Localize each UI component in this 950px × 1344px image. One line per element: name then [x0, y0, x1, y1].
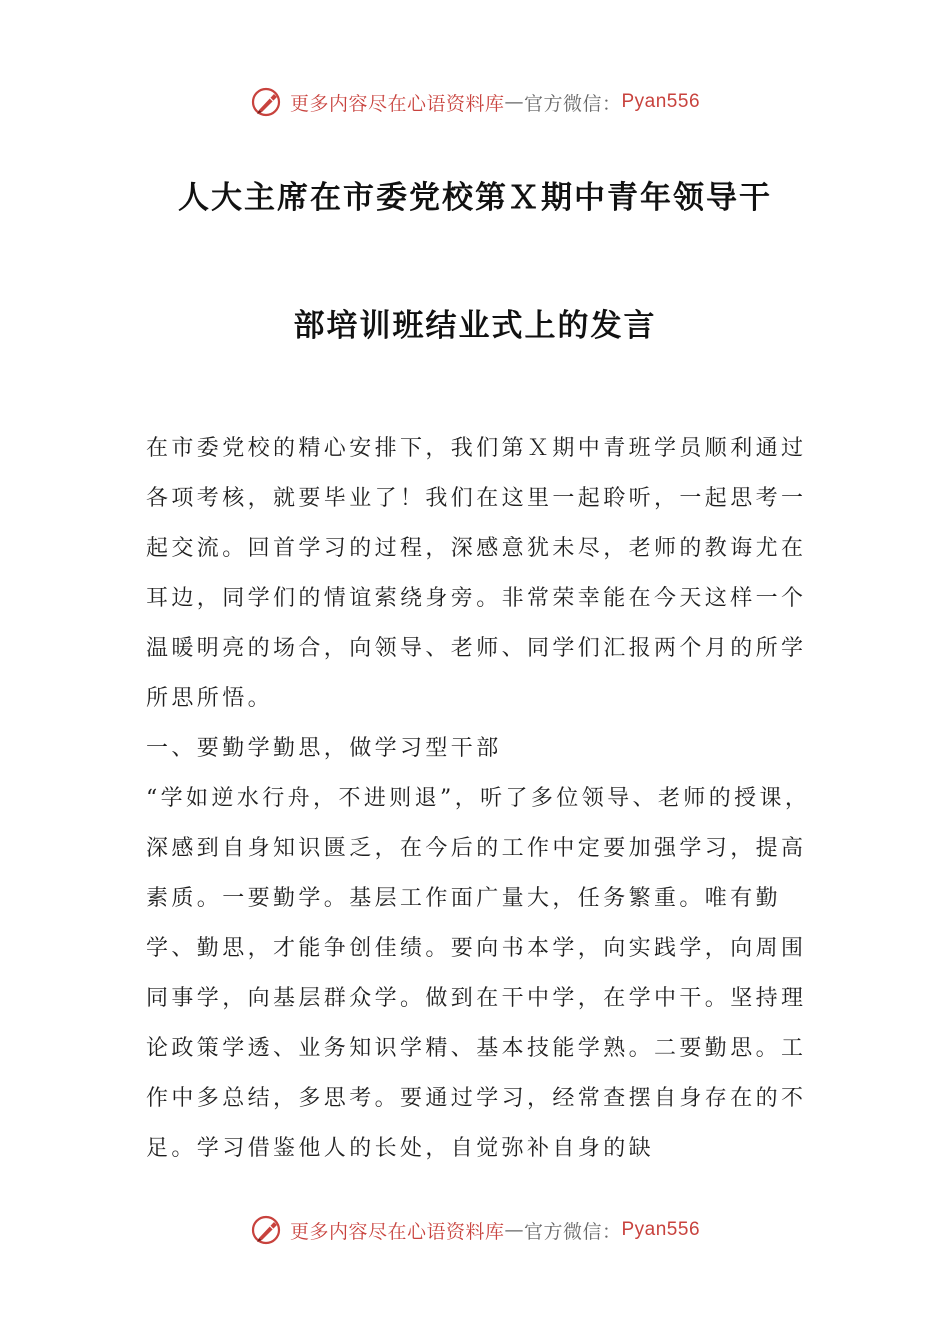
section-heading-1: 一、要勤学勤思，做学习型干部 — [146, 736, 502, 761]
document-title-line-2: 部培训班结业式上的发言 — [293, 308, 657, 344]
watermark-dash: — — [504, 91, 524, 113]
watermark-wechat-id: Pyan556 — [621, 1219, 701, 1240]
pen-circle-logo-icon — [250, 85, 284, 119]
paragraph-section-1: “学如逆水行舟，不进则退”，听了多位领导、老师的授课，深感到自身知识匮乏，在今后的工作中定要加强学习，提高素质。一要勤学。基层工作面广量大，任务繁重。唯有勤学、勤思，才能争创佳绩。要向书本学，向实践学，向周围同事学，向基层群众学。做到在干中学，在学中干。坚持理论政策学透、业务知识学精、基本技能学熟。二要勤思。工作中多总结，多思考。要通过学习，经常查摆自身存在的不足。学习借鉴他人的长处，自觉弥补自身的缺 — [146, 786, 811, 1161]
watermark-text — [290, 89, 700, 116]
watermark-text — [290, 1217, 700, 1244]
pen-circle-logo-icon — [250, 1213, 284, 1247]
document-title-line-1: 人大主席在市委党校第Ｘ期中青年领导干 — [178, 180, 772, 216]
footer-watermark — [0, 1210, 950, 1250]
paragraph-intro: 在市委党校的精心安排下，我们第Ｘ期中青班学员顺利通过各项考核，就要毕业了！我们在这里一起聆听，一起思考一起交流。回首学习的过程，深感意犹未尽，老师的教诲尤在耳边，同学们的情谊萦绕身旁。非常荣幸能在今天这样一个温暖明亮的场合，向领导、老师、同学们汇报两个月的所学所思所悟。 — [146, 436, 807, 711]
watermark-official: 官方微信： — [523, 1220, 622, 1243]
watermark-brand: 更多内容尽在心语资料库 — [289, 1220, 505, 1243]
watermark-wechat-id: Pyan556 — [621, 91, 701, 112]
header-watermark — [0, 82, 950, 122]
watermark-dash: — — [504, 1219, 524, 1241]
document-body — [146, 424, 826, 1174]
watermark-brand: 更多内容尽在心语资料库 — [289, 92, 505, 115]
watermark-official: 官方微信： — [523, 92, 622, 115]
